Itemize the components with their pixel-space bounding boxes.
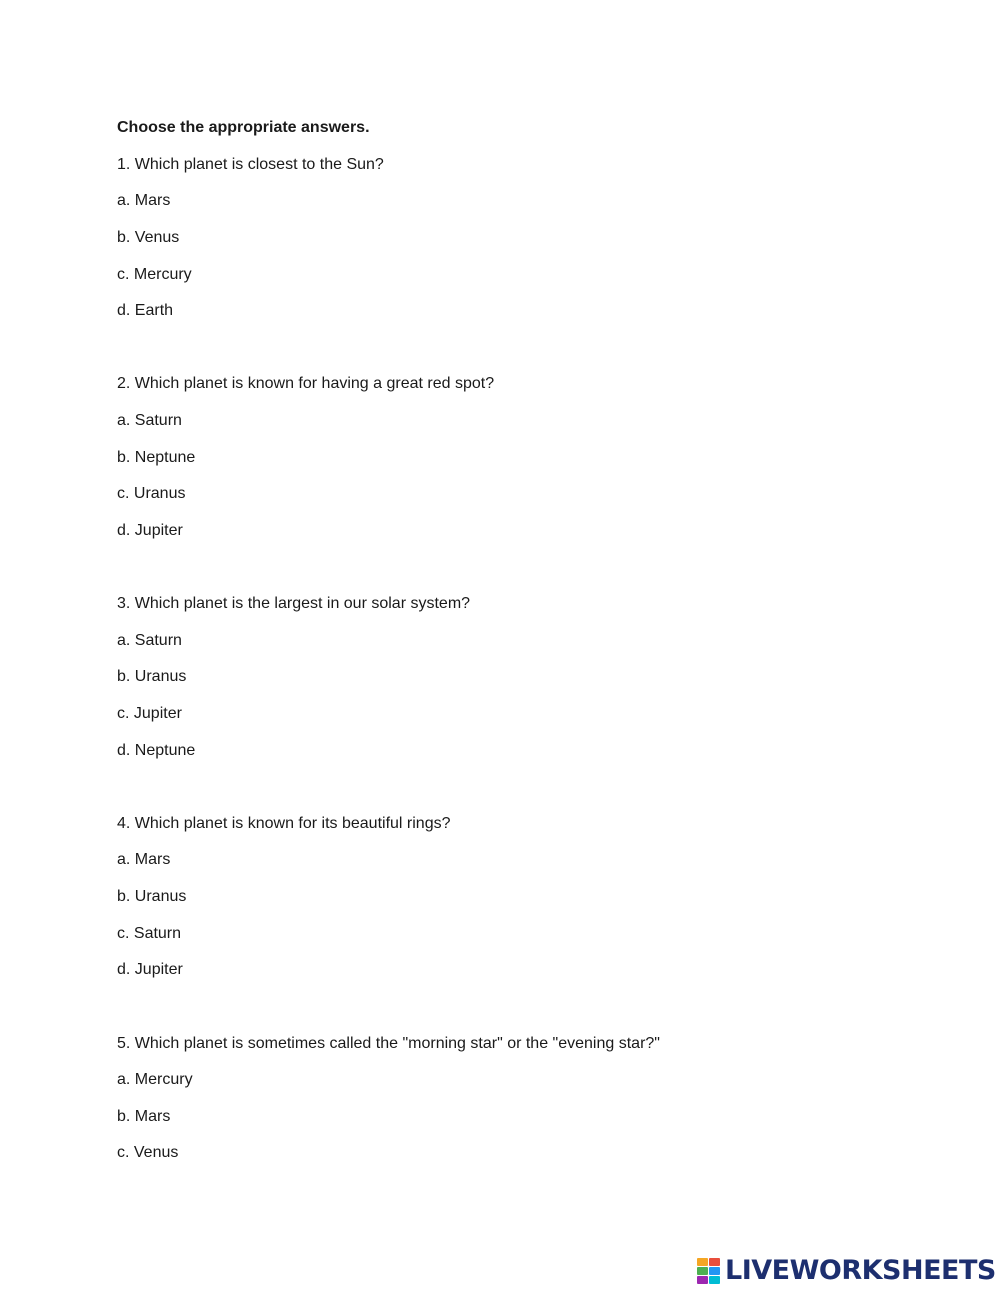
question-4-option-d[interactable]: d. Jupiter [117, 961, 183, 978]
question-4-text: 4. Which planet is known for its beautiful rings? [117, 815, 451, 832]
question-2-text: 2. Which planet is known for having a great red spot? [117, 375, 495, 392]
question-1-option-d[interactable]: d. Earth [117, 302, 174, 319]
question-3-option-c[interactable]: c. Jupiter [117, 705, 182, 722]
liveworksheets-branding [697, 1256, 996, 1286]
logo-block-3 [697, 1267, 708, 1275]
question-2-option-a[interactable]: a. Saturn [117, 412, 182, 429]
question-5-option-a[interactable]: a. Mercury [117, 1071, 193, 1088]
question-2-option-b[interactable]: b. Neptune [117, 449, 196, 466]
question-1-option-c[interactable]: c. Mercury [117, 266, 192, 283]
question-2-option-c[interactable]: c. Uranus [117, 485, 186, 502]
question-1-option-a[interactable]: a. Mars [117, 192, 171, 209]
question-1-text: 1. Which planet is closest to the Sun? [117, 156, 384, 173]
logo-block-4 [709, 1267, 720, 1275]
question-5-option-c[interactable]: c. Venus [117, 1144, 179, 1161]
question-1-option-b[interactable]: b. Venus [117, 229, 180, 246]
question-4-option-c[interactable]: c. Saturn [117, 925, 182, 942]
instruction-heading: Choose the appropriate answers. [117, 119, 370, 136]
liveworksheets-logo-text: LIVEWORKSHEETS [725, 1255, 996, 1286]
question-4-option-b[interactable]: b. Uranus [117, 888, 187, 905]
logo-block-5 [697, 1276, 708, 1284]
logo-block-2 [709, 1258, 720, 1266]
question-5-text: 5. Which planet is sometimes called the "morning star" or the "evening star?" [117, 1035, 660, 1052]
liveworksheets-logo-icon [697, 1258, 721, 1284]
logo-block-6 [709, 1276, 720, 1284]
question-3-option-d[interactable]: d. Neptune [117, 742, 196, 759]
logo-block-1 [697, 1258, 708, 1266]
question-2-option-d[interactable]: d. Jupiter [117, 522, 183, 539]
question-3-option-a[interactable]: a. Saturn [117, 632, 182, 649]
question-4-option-a[interactable]: a. Mars [117, 851, 171, 868]
question-3-option-b[interactable]: b. Uranus [117, 668, 187, 685]
question-3-text: 3. Which planet is the largest in our solar system? [117, 595, 471, 612]
question-5-option-b[interactable]: b. Mars [117, 1108, 171, 1125]
